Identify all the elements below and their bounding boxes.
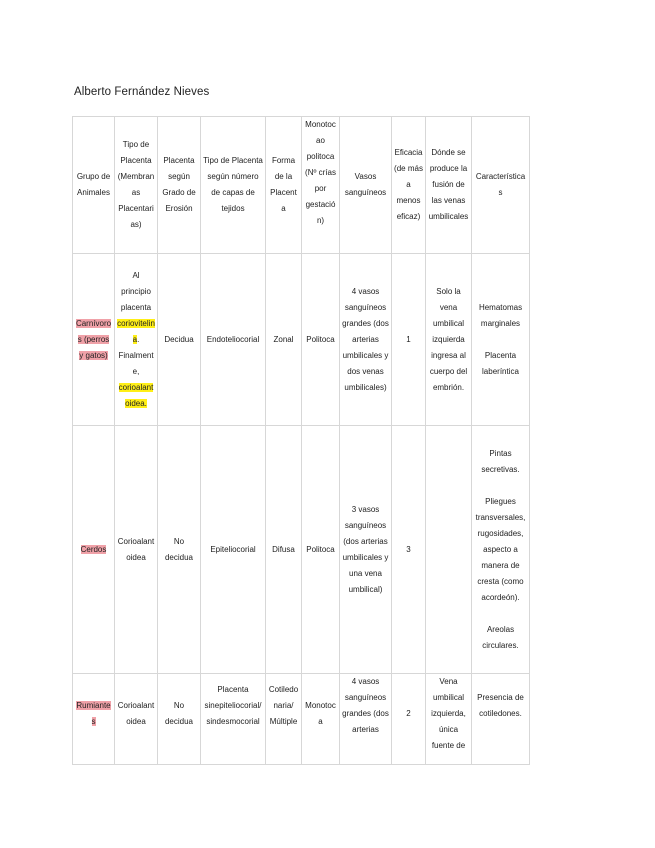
vessels-cell: 4 vasos sanguíneos grandes (dos arterias umbilicales y dos venas umbilicales) (340, 254, 392, 426)
mono-poli-cell: Politoca (302, 254, 340, 426)
group-cell (73, 426, 115, 674)
layers-cell: Endoteliocorial (201, 254, 266, 426)
characteristic-item: Presencia de cotiledones. (477, 693, 524, 718)
highlighted-term: coriovitelina (117, 318, 155, 344)
mono-poli-cell: Monotoca (302, 674, 340, 765)
efficacy-cell: 3 (392, 426, 426, 674)
layers-cell: Epiteliocorial (201, 426, 266, 674)
characteristic-item: Areolas circulares. (482, 624, 519, 650)
characteristics-cell (472, 254, 530, 426)
group-name: Rumiantes (76, 701, 111, 726)
characteristic-item: Placenta laberíntica (482, 350, 519, 376)
shape-cell: Cotiledonaria/ Múltiple (266, 674, 302, 765)
fusion-cell (426, 426, 472, 674)
table-header-row (73, 117, 530, 254)
document-author: Alberto Fernández Nieves (74, 86, 210, 98)
header-cell: Vasos sanguíneos (340, 117, 392, 254)
group-cell (73, 674, 115, 765)
layers-cell: Placenta sinepiteliocorial/sindesmocorial (201, 674, 266, 765)
characteristic-item: Pliegues transversales, rugosidades, aspecto a manera de cresta (como acordeón). (475, 496, 526, 602)
erosion-cell: Decidua (158, 254, 201, 426)
characteristic-item: Hematomas marginales (478, 302, 523, 328)
vessels-cell: 4 vasos sanguíneos grandes (dos arterias (340, 674, 392, 765)
erosion-cell: No decidua (158, 426, 201, 674)
placenta-type-text: Al principio placenta (120, 270, 152, 312)
header-cell: Dónde se produce la fusión de las venas umbilicales (426, 117, 472, 254)
placenta-type-text: . Finalmente, (118, 334, 154, 376)
header-cell: Forma de la Placenta (266, 117, 302, 254)
header-cell: Placenta según Grado de Erosión (158, 117, 201, 254)
header-cell: Grupo de Animales (73, 117, 115, 254)
placenta-comparison-table (72, 116, 530, 765)
efficacy-cell: 2 (392, 674, 426, 765)
shape-cell: Zonal (266, 254, 302, 426)
fusion-cell: Vena umbilical izquierda, única fuente de (426, 674, 472, 765)
characteristic-item: Pintas secretivas. (481, 448, 520, 474)
fusion-cell: Solo la vena umbilical izquierda ingresa al cuerpo del embrión. (426, 254, 472, 426)
mono-poli-cell: Politoca (302, 426, 340, 674)
vessels-cell: 3 vasos sanguíneos (dos arterias umbilicales y una vena umbilical) (340, 426, 392, 674)
header-cell: Monotocao politoca (Nº crías por gestación) (302, 117, 340, 254)
group-cell (73, 254, 115, 426)
placenta-type-cell: Corioalantoidea (115, 426, 158, 674)
group-name: Carnívoros (perros y gatos) (75, 318, 112, 360)
header-cell: Tipo de Placenta (Membranas Placentarias) (115, 117, 158, 254)
group-name: Cerdos (80, 544, 107, 554)
highlighted-term: corioalantoidea. (118, 382, 154, 408)
shape-cell: Difusa (266, 426, 302, 674)
placenta-type-cell (115, 254, 158, 426)
placenta-type-cell: Corioalantoidea (115, 674, 158, 765)
characteristics-cell (472, 674, 530, 765)
efficacy-cell: 1 (392, 254, 426, 426)
erosion-cell: No decidua (158, 674, 201, 765)
header-cell: Eficacia (de más a menos eficaz) (392, 117, 426, 254)
table-row (73, 426, 530, 674)
characteristics-cell (472, 426, 530, 674)
header-cell: Características (472, 117, 530, 254)
header-cell: Tipo de Placenta según número de capas de tejidos (201, 117, 266, 254)
table-row (73, 674, 530, 765)
table-row (73, 254, 530, 426)
